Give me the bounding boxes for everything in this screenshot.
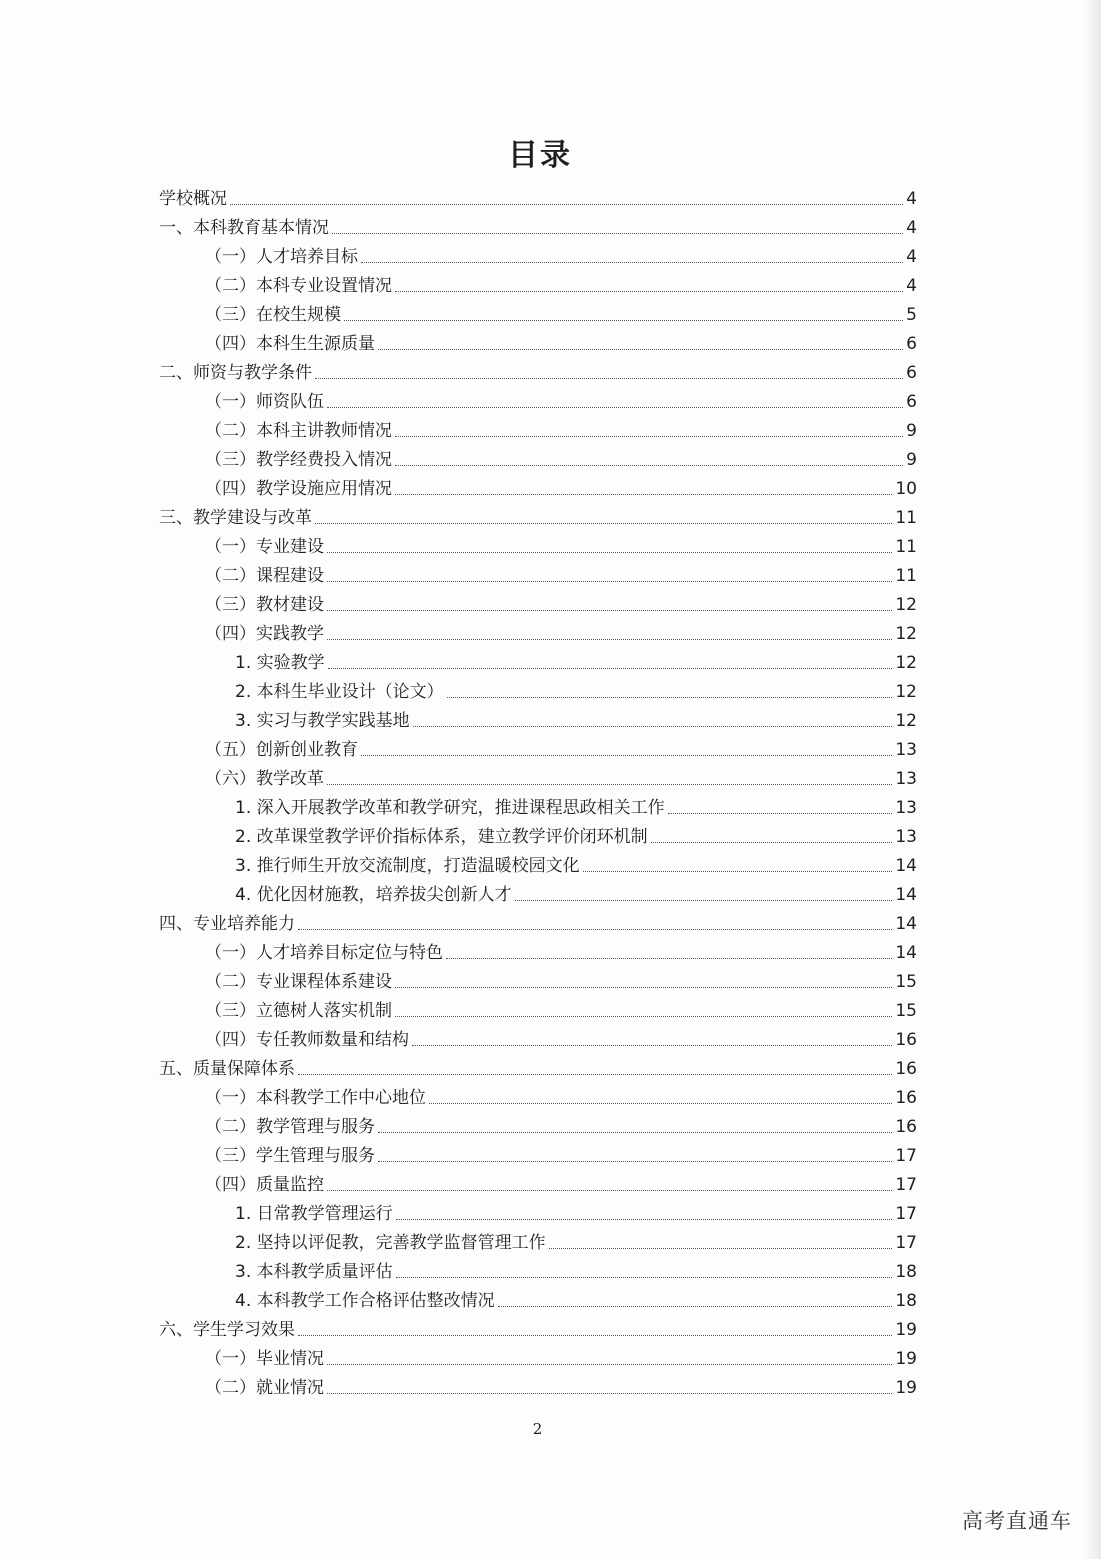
toc-entry-page-number: 10 [895,479,917,499]
toc-entry-page-number: 4 [906,276,917,296]
toc-entry-title: （五）创新创业教育 [205,740,358,760]
toc-dot-leader [412,1045,892,1046]
toc-entry[interactable] [159,1167,917,1196]
toc-entry[interactable] [159,906,917,935]
toc-dot-leader [378,349,903,350]
toc-entry-title: 2. 改革课堂教学评价指标体系，建立教学评价闭环机制 [235,827,648,847]
page-title: 目录 [508,138,572,173]
toc-entry-page-number: 12 [895,624,917,644]
toc-entry-title: 3. 本科教学质量评估 [235,1262,393,1282]
toc-dot-leader [515,900,893,901]
toc-entry[interactable] [159,558,917,587]
toc-dot-leader [328,668,893,669]
toc-entry-page-number: 14 [895,885,917,905]
toc-entry-title: （四）质量监控 [205,1175,324,1195]
toc-entry-title: （四）教学设施应用情况 [205,479,392,499]
toc-entry[interactable] [159,1225,917,1254]
toc-entry[interactable] [159,1254,917,1283]
toc-entry-page-number: 18 [895,1262,917,1282]
toc-entry-title: （一）师资队伍 [205,392,324,412]
toc-dot-leader [315,523,892,524]
toc-entry-title: （三）教学经费投入情况 [205,450,392,470]
toc-dot-leader [327,784,892,785]
toc-dot-leader [395,465,903,466]
toc-entry-title: （一）专业建设 [205,537,324,557]
toc-entry-title: （二）就业情况 [205,1378,324,1398]
toc-dot-leader [361,755,892,756]
toc-entry-page-number: 15 [895,972,917,992]
toc-entry-title: （二）专业课程体系建设 [205,972,392,992]
toc-entry[interactable] [159,181,917,210]
toc-entry-title: 1. 日常教学管理运行 [235,1204,393,1224]
toc-entry-page-number: 13 [895,827,917,847]
toc-dot-leader [395,291,903,292]
toc-dot-leader [327,1393,892,1394]
toc-entry-page-number: 12 [895,595,917,615]
toc-entry-page-number: 12 [895,682,917,702]
toc-entry-title: 1. 深入开展教学改革和教学研究，推进课程思政相关工作 [235,798,665,818]
toc-dot-leader [298,1074,892,1075]
toc-dot-leader [446,958,892,959]
toc-entry-title: （四）专任教师数量和结构 [205,1030,409,1050]
toc-entry-page-number: 19 [895,1349,917,1369]
toc-entry-page-number: 4 [906,189,917,209]
toc-dot-leader [378,1132,892,1133]
toc-entry-title: 2. 坚持以评促教，完善教学监督管理工作 [235,1233,546,1253]
toc-entry[interactable] [159,1022,917,1051]
toc-entry-page-number: 14 [895,943,917,963]
toc-entry-title: 二、师资与教学条件 [159,363,312,383]
toc-dot-leader [327,581,892,582]
toc-dot-leader [327,610,892,611]
toc-entry[interactable] [159,935,917,964]
toc-entry-page-number: 16 [895,1059,917,1079]
toc-entry[interactable] [159,1196,917,1225]
toc-entry-page-number: 6 [906,363,917,383]
toc-entry-page-number: 13 [895,798,917,818]
toc-entry-page-number: 15 [895,1001,917,1021]
toc-entry-title: （二）教学管理与服务 [205,1117,375,1137]
toc-entry-title: （三）学生管理与服务 [205,1146,375,1166]
toc-entry[interactable] [159,210,917,239]
table-of-contents [159,181,917,1399]
toc-entry-title: （一）人才培养目标 [205,247,358,267]
toc-entry-title: 1. 实验教学 [235,653,325,673]
toc-entry[interactable] [159,1051,917,1080]
toc-entry-page-number: 16 [895,1117,917,1137]
toc-entry-page-number: 18 [895,1291,917,1311]
toc-entry-title: 三、教学建设与改革 [159,508,312,528]
toc-entry-page-number: 4 [906,247,917,267]
toc-dot-leader [332,233,903,234]
page-number: 2 [532,1420,543,1438]
toc-entry[interactable] [159,239,917,268]
toc-dot-leader [230,204,903,205]
toc-entry-title: （一）毕业情况 [205,1349,324,1369]
toc-entry[interactable] [159,964,917,993]
toc-entry-page-number: 16 [895,1030,917,1050]
toc-entry[interactable] [159,819,917,848]
toc-entry-title: 4. 本科教学工作合格评估整改情况 [235,1291,495,1311]
toc-entry[interactable] [159,587,917,616]
toc-entry[interactable] [159,674,917,703]
toc-dot-leader [549,1248,893,1249]
toc-dot-leader [651,842,893,843]
toc-entry-title: （六）教学改革 [205,769,324,789]
toc-dot-leader [395,436,903,437]
watermark-text: 高考直通车 [962,1509,1072,1533]
toc-entry-page-number: 14 [895,856,917,876]
toc-entry-page-number: 11 [895,566,917,586]
toc-entry-page-number: 6 [906,334,917,354]
toc-entry[interactable] [159,1370,917,1399]
toc-dot-leader [327,639,892,640]
toc-entry-page-number: 11 [895,508,917,528]
toc-dot-leader [447,697,893,698]
toc-entry-title: 2. 本科生毕业设计（论文） [235,682,444,702]
toc-entry-page-number: 17 [895,1175,917,1195]
toc-entry-title: （二）课程建设 [205,566,324,586]
toc-entry[interactable] [159,529,917,558]
toc-entry-page-number: 17 [895,1233,917,1253]
toc-entry[interactable] [159,703,917,732]
toc-entry[interactable] [159,500,917,529]
toc-entry-page-number: 12 [895,711,917,731]
toc-entry-page-number: 17 [895,1146,917,1166]
toc-entry[interactable] [159,442,917,471]
toc-entry[interactable] [159,1312,917,1341]
toc-entry-title: 4. 优化因材施教，培养拔尖创新人才 [235,885,512,905]
toc-entry-title: （四）本科生生源质量 [205,334,375,354]
toc-entry-page-number: 14 [895,914,917,934]
toc-dot-leader [344,320,903,321]
toc-entry[interactable] [159,1341,917,1370]
toc-dot-leader [315,378,903,379]
toc-entry-title: 3. 推行师生开放交流制度，打造温暖校园文化 [235,856,580,876]
toc-entry[interactable] [159,297,917,326]
toc-entry[interactable] [159,616,917,645]
toc-entry[interactable] [159,1080,917,1109]
toc-entry-page-number: 16 [895,1088,917,1108]
toc-entry-page-number: 9 [906,450,917,470]
toc-entry[interactable] [159,326,917,355]
toc-entry[interactable] [159,355,917,384]
toc-entry[interactable] [159,413,917,442]
toc-dot-leader [395,987,892,988]
toc-dot-leader [396,1277,893,1278]
toc-dot-leader [327,1364,892,1365]
toc-entry-title: （一）人才培养目标定位与特色 [205,943,443,963]
toc-entry-title: 一、本科教育基本情况 [159,218,329,238]
toc-entry-title: （三）在校生规模 [205,305,341,325]
toc-entry-title: 四、专业培养能力 [159,914,295,934]
toc-entry[interactable] [159,471,917,500]
toc-entry[interactable] [159,268,917,297]
toc-dot-leader [668,813,893,814]
toc-entry-page-number: 4 [906,218,917,238]
toc-dot-leader [378,1161,892,1162]
toc-dot-leader [395,1016,892,1017]
toc-entry-title: 学校概况 [159,189,227,209]
toc-entry-page-number: 13 [895,740,917,760]
toc-entry-page-number: 5 [906,305,917,325]
toc-entry[interactable] [159,645,917,674]
toc-dot-leader [498,1306,893,1307]
toc-entry-page-number: 11 [895,537,917,557]
toc-entry[interactable] [159,877,917,906]
toc-dot-leader [327,1190,892,1191]
toc-entry[interactable] [159,761,917,790]
toc-entry-page-number: 13 [895,769,917,789]
toc-entry[interactable] [159,848,917,877]
toc-entry[interactable] [159,1109,917,1138]
toc-entry[interactable] [159,1138,917,1167]
toc-entry-page-number: 19 [895,1378,917,1398]
page-edge-shadow [1083,0,1101,1559]
toc-entry[interactable] [159,732,917,761]
toc-dot-leader [583,871,893,872]
toc-entry-title: （一）本科教学工作中心地位 [205,1088,426,1108]
toc-dot-leader [298,929,892,930]
toc-entry-title: 3. 实习与教学实践基地 [235,711,410,731]
toc-entry-page-number: 17 [895,1204,917,1224]
toc-dot-leader [413,726,893,727]
toc-entry-page-number: 19 [895,1320,917,1340]
toc-dot-leader [395,494,892,495]
toc-entry[interactable] [159,993,917,1022]
toc-entry-title: （二）本科主讲教师情况 [205,421,392,441]
toc-entry[interactable] [159,790,917,819]
toc-entry-title: （三）立德树人落实机制 [205,1001,392,1021]
toc-entry-title: 五、质量保障体系 [159,1059,295,1079]
toc-entry-title: （四）实践教学 [205,624,324,644]
toc-entry-page-number: 9 [906,421,917,441]
toc-entry-title: 六、学生学习效果 [159,1320,295,1340]
toc-dot-leader [327,407,903,408]
toc-dot-leader [298,1335,892,1336]
toc-entry-title: （二）本科专业设置情况 [205,276,392,296]
toc-entry[interactable] [159,1283,917,1312]
toc-entry-page-number: 12 [895,653,917,673]
toc-entry-page-number: 6 [906,392,917,412]
toc-entry-title: （三）教材建设 [205,595,324,615]
toc-dot-leader [327,552,892,553]
toc-entry[interactable] [159,384,917,413]
toc-dot-leader [361,262,903,263]
toc-dot-leader [429,1103,892,1104]
toc-dot-leader [396,1219,893,1220]
